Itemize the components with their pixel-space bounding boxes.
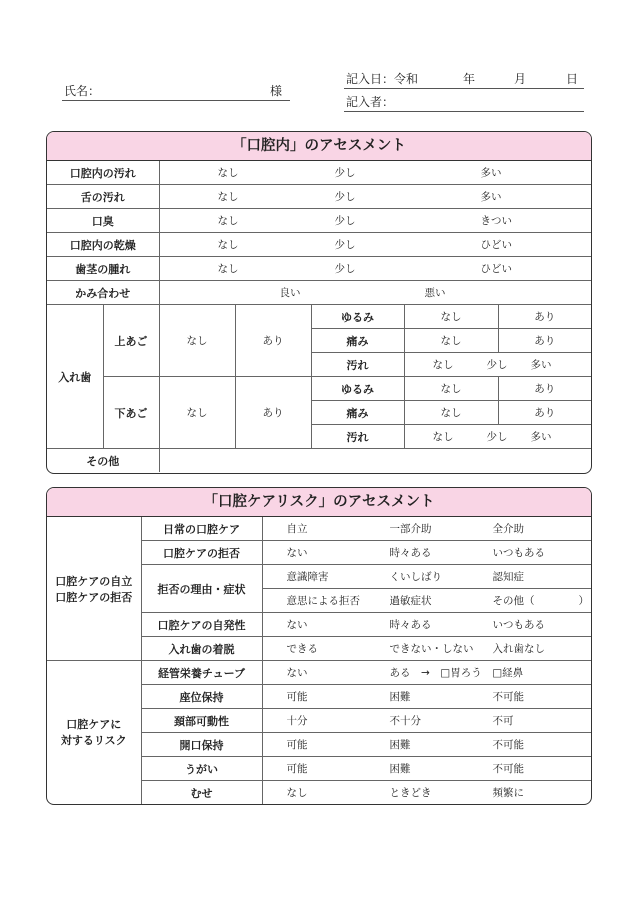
option-困難[interactable]: 困難 bbox=[389, 739, 411, 751]
other-field[interactable] bbox=[159, 449, 591, 473]
risk-row bbox=[47, 661, 591, 685]
option-できる[interactable]: できる bbox=[286, 643, 318, 655]
option-可能[interactable]: 可能 bbox=[286, 691, 308, 703]
option-ない[interactable]: ない bbox=[286, 667, 308, 679]
option-ある → □胃ろう □経鼻[interactable]: ある → □胃ろう □経鼻 bbox=[389, 667, 524, 679]
row-options: なし 少し 多い bbox=[404, 353, 591, 377]
option-可能[interactable]: 可能 bbox=[286, 763, 308, 775]
denture-lower-item-label: 汚れ bbox=[311, 425, 404, 449]
option-意識障害[interactable]: 意識障害 bbox=[286, 571, 329, 583]
date-label: 記入日：令和 bbox=[346, 72, 419, 86]
denture-lower-item-label: 痛み bbox=[311, 401, 404, 425]
option-不可[interactable]: 不可 bbox=[492, 715, 514, 727]
denture-lower-row bbox=[47, 377, 591, 401]
risk-item-label: 座位保持 bbox=[141, 685, 262, 709]
option-なし[interactable]: なし bbox=[404, 377, 498, 401]
date-month: 月 bbox=[514, 72, 527, 86]
denture-upper-label: 上あご bbox=[103, 305, 159, 377]
care-risk-title: 「口腔ケアリスク」のアセスメント bbox=[47, 488, 591, 517]
oral-row bbox=[47, 185, 591, 209]
option-その他（[interactable]: その他（ bbox=[492, 595, 535, 607]
option-不可能[interactable]: 不可能 bbox=[492, 739, 524, 751]
option-全介助[interactable]: 全介助 bbox=[492, 523, 524, 535]
option-いつもある[interactable]: いつもある bbox=[492, 547, 545, 559]
oral-row-bite bbox=[47, 281, 591, 305]
denture-lower-fit-none[interactable]: なし bbox=[159, 377, 235, 449]
care-risk-box bbox=[46, 487, 592, 805]
denture-upper-fit-none[interactable]: なし bbox=[159, 305, 235, 377]
risk-options bbox=[262, 565, 591, 589]
option-不可能[interactable]: 不可能 bbox=[492, 763, 524, 775]
denture-lower-item-label: ゆるみ bbox=[311, 377, 404, 401]
row-options: なし 少し ひどい bbox=[159, 233, 591, 257]
name-underline[interactable] bbox=[62, 100, 290, 101]
option-なし[interactable]: なし bbox=[404, 329, 498, 353]
option-できない・しない[interactable]: できない・しない bbox=[389, 643, 474, 655]
row-options: 良い 悪い bbox=[159, 281, 591, 305]
option-ない[interactable]: ない bbox=[286, 619, 308, 631]
row-options: なし 少し 多い bbox=[404, 425, 591, 449]
denture-upper-row bbox=[47, 305, 591, 329]
option-ない[interactable]: ない bbox=[286, 547, 308, 559]
row-label: その他 bbox=[47, 449, 159, 473]
denture-upper-fit-yes[interactable]: あり bbox=[235, 305, 311, 377]
oral-row bbox=[47, 257, 591, 281]
oral-row bbox=[47, 209, 591, 233]
care-risk-table bbox=[47, 517, 591, 805]
risk-options bbox=[262, 709, 591, 733]
row-label: 口臭 bbox=[47, 209, 159, 233]
risk-group-label: 口腔ケアに 対するリスク bbox=[47, 661, 141, 805]
option-なし[interactable]: なし bbox=[404, 401, 498, 425]
option-いつもある[interactable]: いつもある bbox=[492, 619, 545, 631]
option-不可能[interactable]: 不可能 bbox=[492, 691, 524, 703]
risk-item-label: むせ bbox=[141, 781, 262, 805]
row-label: 歯茎の腫れ bbox=[47, 257, 159, 281]
option-あり[interactable]: あり bbox=[498, 401, 591, 425]
risk-options bbox=[262, 589, 591, 613]
denture-upper-item-label: 痛み bbox=[311, 329, 404, 353]
denture-lower-label: 下あご bbox=[103, 377, 159, 449]
option-）[interactable]: ） bbox=[578, 595, 589, 607]
option-困難[interactable]: 困難 bbox=[389, 691, 411, 703]
option-なし[interactable]: なし bbox=[286, 787, 308, 799]
option-不十分[interactable]: 不十分 bbox=[389, 715, 421, 727]
risk-row bbox=[47, 517, 591, 541]
option-入れ歯なし[interactable]: 入れ歯なし bbox=[492, 643, 545, 655]
row-options: なし 少し ひどい bbox=[159, 257, 591, 281]
writer-label: 記入者： bbox=[346, 95, 395, 109]
option-くいしばり[interactable]: くいしばり bbox=[389, 571, 442, 583]
oral-row bbox=[47, 161, 591, 185]
option-時々ある[interactable]: 時々ある bbox=[389, 619, 432, 631]
option-頻繁に[interactable]: 頻繁に bbox=[492, 787, 524, 799]
option-一部介助[interactable]: 一部介助 bbox=[389, 523, 432, 535]
risk-item-label: 口腔ケアの拒否 bbox=[141, 541, 262, 565]
option-過敏症状[interactable]: 過敏症状 bbox=[389, 595, 432, 607]
risk-options bbox=[262, 541, 591, 565]
risk-item-label: うがい bbox=[141, 757, 262, 781]
denture-label: 入れ歯 bbox=[47, 305, 103, 449]
option-可能[interactable]: 可能 bbox=[286, 739, 308, 751]
option-十分[interactable]: 十分 bbox=[286, 715, 308, 727]
oral-row bbox=[47, 233, 591, 257]
option-時々ある[interactable]: 時々ある bbox=[389, 547, 432, 559]
option-なし[interactable]: なし bbox=[404, 305, 498, 329]
risk-item-label: 拒否の理由・症状 bbox=[141, 565, 262, 613]
denture-upper-item-label: ゆるみ bbox=[311, 305, 404, 329]
option-意思による拒否[interactable]: 意思による拒否 bbox=[286, 595, 360, 607]
row-options: なし 少し 多い bbox=[159, 185, 591, 209]
row-options: なし 少し 多い bbox=[159, 161, 591, 185]
risk-options bbox=[262, 661, 591, 685]
option-あり[interactable]: あり bbox=[498, 305, 591, 329]
row-label: 舌の汚れ bbox=[47, 185, 159, 209]
risk-options bbox=[262, 613, 591, 637]
risk-options bbox=[262, 781, 591, 805]
risk-item-label: 開口保持 bbox=[141, 733, 262, 757]
option-ときどき[interactable]: ときどき bbox=[389, 787, 432, 799]
risk-item-label: 経管栄養チューブ bbox=[141, 661, 262, 685]
option-あり[interactable]: あり bbox=[498, 377, 591, 401]
risk-options bbox=[262, 733, 591, 757]
date-underline[interactable] bbox=[344, 88, 584, 89]
risk-item-label: 頚部可動性 bbox=[141, 709, 262, 733]
name-label: 氏名： bbox=[64, 84, 101, 98]
denture-upper-item-label: 汚れ bbox=[311, 353, 404, 377]
risk-options bbox=[262, 685, 591, 709]
writer-underline[interactable] bbox=[344, 111, 584, 112]
option-自立[interactable]: 自立 bbox=[286, 523, 308, 535]
risk-item-label: 入れ歯の着脱 bbox=[141, 637, 262, 661]
row-label: 口腔内の乾燥 bbox=[47, 233, 159, 257]
denture-lower-fit-yes[interactable]: あり bbox=[235, 377, 311, 449]
risk-item-label: 日常の口腔ケア bbox=[141, 517, 262, 541]
risk-options bbox=[262, 757, 591, 781]
oral-assessment-box bbox=[46, 131, 592, 474]
option-認知症[interactable]: 認知症 bbox=[492, 571, 524, 583]
risk-item-label: 口腔ケアの自発性 bbox=[141, 613, 262, 637]
option-あり[interactable]: あり bbox=[498, 329, 591, 353]
oral-row-other bbox=[47, 449, 591, 473]
name-suffix: 様 bbox=[270, 84, 283, 98]
risk-options bbox=[262, 637, 591, 661]
risk-group-label: 口腔ケアの自立 口腔ケアの拒否 bbox=[47, 517, 141, 661]
date-day: 日 bbox=[566, 72, 579, 86]
risk-options bbox=[262, 517, 591, 541]
row-options: なし 少し きつい bbox=[159, 209, 591, 233]
date-year: 年 bbox=[463, 72, 476, 86]
row-label: かみ合わせ bbox=[47, 281, 159, 305]
option-困難[interactable]: 困難 bbox=[389, 763, 411, 775]
row-label: 口腔内の汚れ bbox=[47, 161, 159, 185]
oral-assessment-title: 「口腔内」のアセスメント bbox=[47, 132, 591, 161]
oral-assessment-table bbox=[47, 161, 591, 472]
